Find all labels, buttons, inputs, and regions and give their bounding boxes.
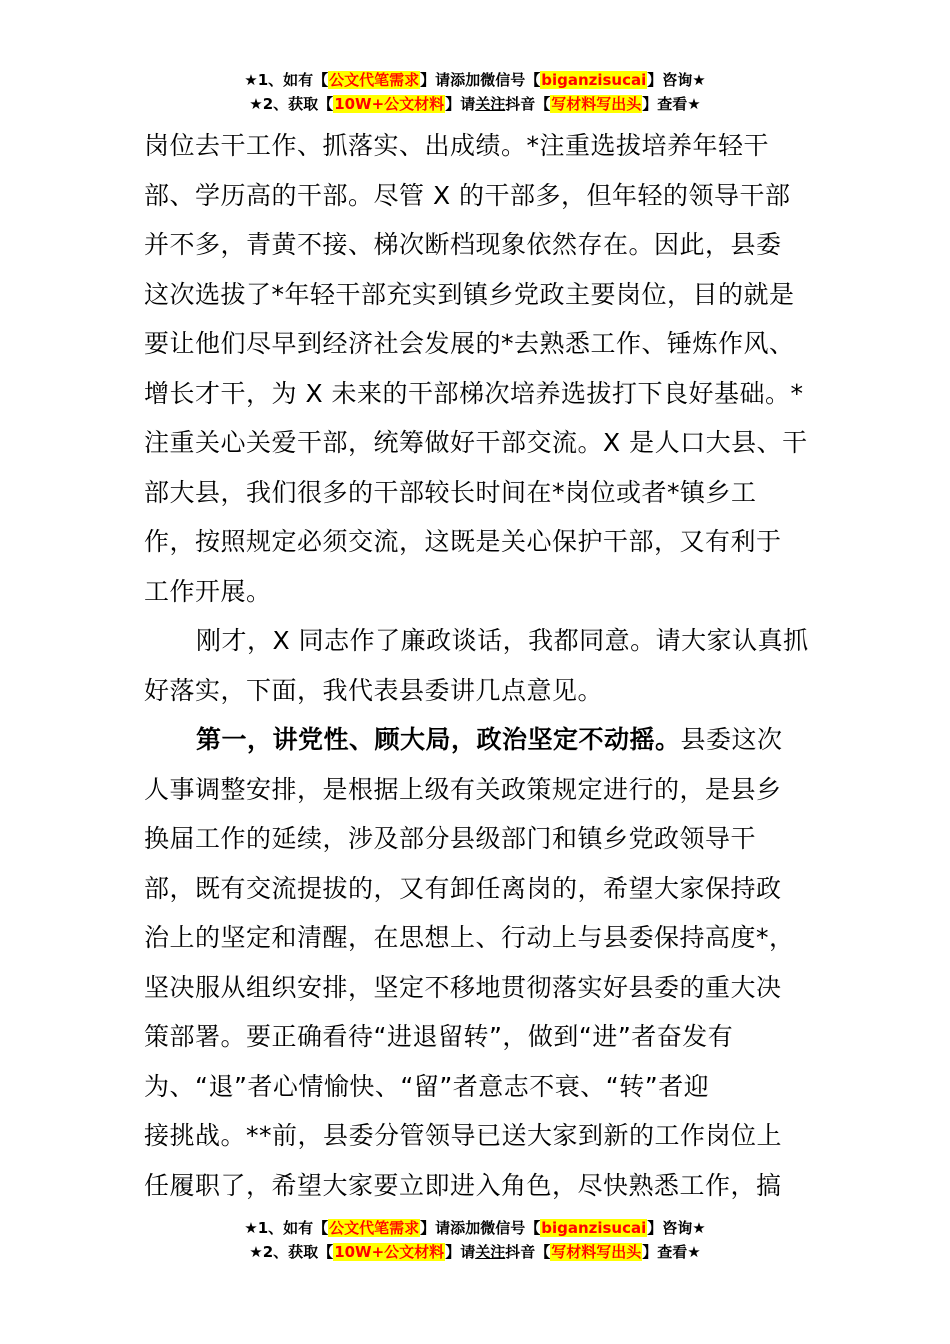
banner-text: 】请添 [420, 71, 466, 89]
body-line: 为、“退”者心情愉快、“留”者意志不衰、“转”者迎 [144, 1071, 710, 1101]
body-line: 注重关心关爱干部，统筹做好干部交流。X 是人口大县、干 [144, 428, 808, 457]
body-line: 要让他们尽早到经济社会发展的*去熟悉工作、锤炼作风、 [144, 329, 795, 358]
body-line: 这次选拔了*年轻干部充实到镇乡党政主要岗位，目的就是 [144, 279, 795, 309]
banner-line-1 [0, 1216, 950, 1240]
banner-text: 】咨询★ [647, 1219, 706, 1237]
banner-highlight: biganzisucai [541, 1219, 647, 1237]
banner-text: ★2、获取【 [249, 1243, 334, 1261]
banner-highlight: 公文代笔需求 [329, 1219, 420, 1237]
body-line: 工作开展。 [144, 576, 272, 606]
banner-text: 】查看★ [642, 1243, 701, 1261]
banner-highlight: 10W+公文材料 [334, 1243, 445, 1261]
banner-text: 加 [465, 1219, 481, 1237]
body-line: 刚才，X 同志作了廉政谈话，我都同意。请大家认真抓 [196, 626, 809, 655]
body-line: 换届工作的延续，涉及部分县级部门和镇乡党政领导干 [144, 824, 757, 853]
body-line: 人事调整安排，是根据上级有关政策规定进行的，是县乡 [144, 774, 782, 804]
banner-text: 】请 [445, 95, 476, 113]
banner-text: 】请 [445, 1243, 476, 1261]
banner-text: 】咨询★ [647, 71, 706, 89]
banner-text: 】查看★ [642, 95, 701, 113]
banner-text: 抖音【 [505, 1243, 551, 1261]
banner-underline: 关注 [475, 1243, 506, 1261]
body-line: 作，按照规定必须交流，这既是关心保护干部，又有利于 [144, 527, 782, 556]
footer-banner [0, 1216, 950, 1264]
body-line: 增长才干，为 X 未来的干部梯次培养选拔打下良好基础。* [144, 378, 804, 408]
banner-underline: 关注 [475, 95, 506, 113]
banner-highlight: 写材料写出头 [551, 1243, 642, 1261]
header-banner [0, 68, 950, 116]
body-line: 治上的坚定和清醒，在思想上、行动上与县委保持高度*， [144, 923, 795, 952]
banner-line-2 [0, 1240, 950, 1264]
banner-text: ★1、如有【 [244, 71, 329, 89]
banner-text: 】请添 [420, 1219, 466, 1237]
document-body [144, 121, 808, 1210]
banner-highlight: 写材料写出头 [551, 95, 642, 113]
body-line: 并不多，青黄不接、梯次断档现象依然存在。因此，县委 [144, 230, 782, 259]
banner-text: 加 [465, 71, 481, 89]
body-line: 好落实，下面，我代表县委讲几点意见。 [144, 675, 604, 705]
banner-line-2 [0, 92, 950, 116]
body-text: 县委这次 [680, 725, 783, 754]
body-line: 部、学历高的干部。尽管 X 的干部多，但年轻的领导干部 [144, 180, 791, 210]
banner-highlight: 10W+公文材料 [334, 95, 445, 113]
banner-text: ★1、如有【 [244, 1219, 329, 1237]
banner-highlight: biganzisucai [541, 71, 647, 89]
body-line: 任履职了，希望大家要立即进入角色，尽快熟悉工作，搞 [144, 1170, 782, 1200]
banner-line-1 [0, 68, 950, 92]
banner-highlight: 公文代笔需求 [329, 71, 420, 89]
body-line: 岗位去干工作、抓落实、出成绩。*注重选拔培养年轻干 [144, 131, 770, 160]
body-line: 部大县，我们很多的干部较长时间在*岗位或者*镇乡工 [144, 477, 757, 507]
section-lead: 第一，讲党性、顾大局，政治坚定不动摇。 [196, 725, 681, 754]
body-line: 策部署。要正确看待“进退留转”，做到“进”者奋发有 [144, 1022, 734, 1051]
banner-text: 微信号【 [480, 71, 541, 89]
body-line [144, 715, 808, 765]
banner-text: 微信号【 [480, 1219, 541, 1237]
body-line: 坚决服从组织安排，坚定不移地贯彻落实好县委的重大决 [144, 972, 782, 1002]
body-line: 部，既有交流提拔的，又有卸任离岗的，希望大家保持政 [144, 873, 782, 903]
banner-text: ★2、获取【 [249, 95, 334, 113]
banner-text: 抖音【 [505, 95, 551, 113]
body-line: 接挑战。**前，县委分管领导已送大家到新的工作岗位上 [144, 1121, 783, 1150]
